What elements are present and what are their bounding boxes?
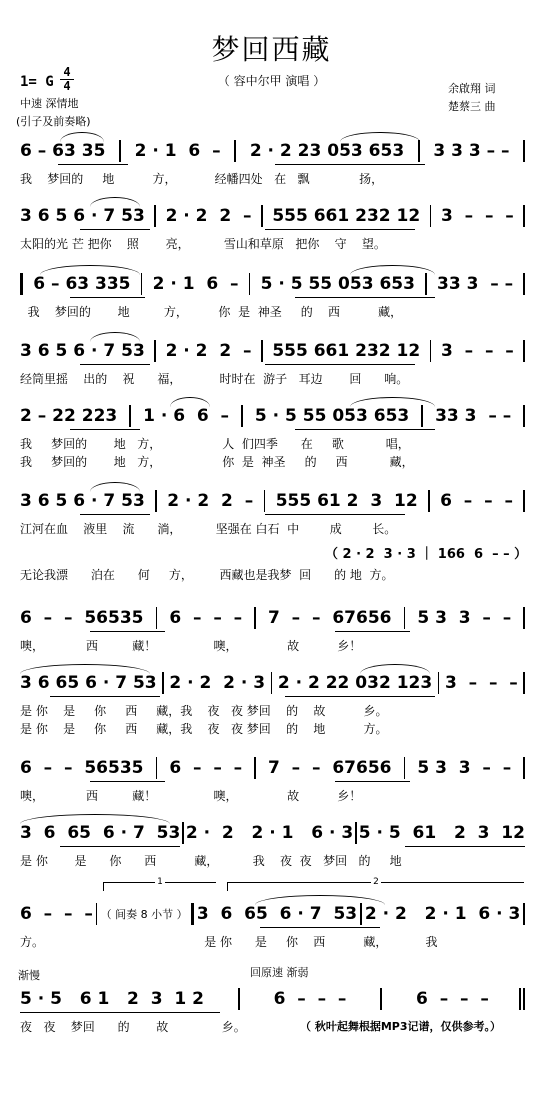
barline bbox=[380, 988, 382, 1010]
measure: 6 – 63 335 bbox=[33, 274, 131, 294]
barline bbox=[355, 822, 357, 844]
score-row-4 bbox=[20, 340, 525, 408]
barline bbox=[264, 490, 266, 512]
ritardando-marking: 渐慢 bbox=[18, 969, 40, 982]
lyric-line: 是 你 是 你 西 藏，我 夜 夜 梦回 的 故 乡。 bbox=[20, 704, 388, 718]
score-row-10 bbox=[20, 822, 525, 890]
repeat-start-barline bbox=[20, 273, 23, 295]
barline bbox=[430, 205, 432, 227]
beam-underline bbox=[50, 696, 160, 697]
slur bbox=[340, 132, 420, 142]
measure: 3 6 5 6 · 7 53 bbox=[20, 206, 145, 226]
barline bbox=[523, 205, 525, 227]
a-tempo-marking: 回原速 渐弱 bbox=[250, 966, 309, 979]
measure: 3 6 65 6 · 7 53 bbox=[196, 904, 358, 924]
beam-underline bbox=[60, 846, 180, 847]
lyric-line: 方。 是 你 是 你 西 藏， 我 bbox=[20, 935, 438, 949]
beam-underline bbox=[275, 164, 425, 165]
score-row-5 bbox=[20, 405, 525, 473]
barline bbox=[425, 273, 427, 295]
barline bbox=[523, 490, 525, 512]
barline bbox=[404, 757, 406, 779]
measure: 2 · 1 6 – bbox=[152, 274, 239, 294]
score-row-3 bbox=[20, 273, 525, 341]
beam-underline bbox=[58, 164, 128, 165]
slur bbox=[90, 482, 140, 492]
barline bbox=[254, 607, 256, 629]
beam-underline bbox=[80, 229, 150, 230]
measure: 33 3 – – bbox=[435, 406, 512, 426]
barline bbox=[154, 205, 156, 227]
lyric-line: 我 梦回的 地 方， 你 是 神圣 的 西 藏， bbox=[20, 455, 414, 469]
beam-underline bbox=[260, 927, 380, 928]
measure: 2 – 22 223 bbox=[20, 406, 118, 426]
repeat-end-barline bbox=[191, 903, 194, 925]
barline bbox=[523, 903, 525, 925]
intro-note: (引子及前奏略) bbox=[16, 115, 91, 128]
measure: 33 3 – – bbox=[437, 274, 514, 294]
measure: 2 · 2 2 – bbox=[167, 491, 254, 511]
time-signature bbox=[60, 66, 74, 92]
barline bbox=[271, 672, 273, 694]
volta-first-number: 1 bbox=[157, 877, 163, 887]
measure: 5 3 3 – – bbox=[417, 608, 512, 628]
meter-bottom: 4 bbox=[63, 79, 71, 93]
measure: 3 – – – bbox=[440, 341, 514, 361]
volta-second-number: 2 bbox=[373, 877, 379, 887]
interlude-line: （ 2 · 2 3 · 3 ｜ 166 6 – – ） bbox=[325, 547, 528, 562]
measure: 555 61 2 3 12 bbox=[275, 491, 418, 511]
barline bbox=[360, 903, 362, 925]
score-row-11 bbox=[20, 903, 525, 971]
measure: 3 – – – bbox=[440, 206, 514, 226]
barline bbox=[129, 405, 131, 427]
measure: 2 · 2 2 · 3 bbox=[169, 673, 266, 693]
measure: 2 · 2 2 – bbox=[165, 341, 252, 361]
measure: 6 – – – bbox=[273, 989, 347, 1009]
measure: 6 – – – bbox=[169, 608, 243, 628]
meter-top: 4 bbox=[60, 66, 74, 80]
beam-underline bbox=[285, 696, 435, 697]
beam-underline bbox=[90, 781, 165, 782]
barline bbox=[418, 140, 420, 162]
barline bbox=[238, 988, 240, 1010]
measure: 5 · 5 61 2 3 12 bbox=[358, 823, 525, 843]
notes-line bbox=[20, 903, 525, 925]
measure: 5 · 5 55 053 653 bbox=[260, 274, 415, 294]
barline bbox=[523, 140, 525, 162]
measure: 6 – – – bbox=[416, 989, 489, 1009]
barline bbox=[438, 672, 440, 694]
score-row-8 bbox=[20, 672, 525, 740]
measure: 3 – – – bbox=[444, 673, 518, 693]
barline bbox=[523, 757, 525, 779]
notes-line bbox=[20, 273, 525, 295]
measure: 3 6 5 6 · 7 53 bbox=[20, 491, 145, 511]
measure: 555 661 232 12 bbox=[272, 206, 421, 226]
measure: 2 · 2 23 053 653 bbox=[249, 141, 405, 161]
lyric-line: 江河在血 液里 流 淌， 坚强在 白石 中 成 长。 bbox=[20, 522, 397, 536]
volta-second-ending bbox=[227, 877, 524, 891]
measure: 2 · 2 22 032 123 bbox=[277, 673, 433, 693]
notes-line bbox=[20, 988, 525, 1010]
measure: 5 3 3 – – bbox=[417, 758, 512, 778]
notes-line bbox=[20, 340, 525, 362]
measure: 2 · 2 2 – bbox=[165, 206, 252, 226]
interlude-measure: （ 间奏 8 小节 ） bbox=[100, 908, 188, 921]
beam-underline bbox=[80, 364, 150, 365]
measure: 2 · 2 2 · 1 6 · 3 bbox=[185, 823, 354, 843]
slur bbox=[255, 895, 385, 905]
slur bbox=[60, 132, 104, 142]
score-row-1 bbox=[20, 140, 525, 208]
lyric-line: 噢， 西 藏！ 噢， 故 乡！ bbox=[20, 639, 362, 653]
barline bbox=[234, 140, 236, 162]
lyric-line: 我 梦回的 地 方， 经幡四处 在 飘 扬， bbox=[20, 172, 384, 186]
notes-line bbox=[20, 607, 525, 629]
final-barline bbox=[523, 988, 525, 1010]
notes-line bbox=[20, 205, 525, 227]
measure: 6 – – – bbox=[20, 904, 93, 924]
barline bbox=[523, 405, 525, 427]
measure: 6 – – 56535 bbox=[20, 758, 144, 778]
measure: 3 6 65 6 · 7 53 bbox=[20, 673, 157, 693]
lyricist-credit: 余啟翔 词 bbox=[448, 82, 496, 95]
barline bbox=[156, 607, 158, 629]
singer-credit: （ 容中尔甲 演唱 ） bbox=[217, 74, 326, 88]
beam-underline bbox=[265, 229, 415, 230]
beam-underline bbox=[295, 297, 435, 298]
barline bbox=[523, 672, 525, 694]
beam-underline bbox=[265, 364, 415, 365]
measure: 6 – – 56535 bbox=[20, 608, 144, 628]
lyric-line: 太阳的光 芒 把你 照 亮， 雪山和草原 把你 守 望。 bbox=[20, 237, 386, 251]
beam-underline bbox=[265, 514, 405, 515]
measure: 3 6 5 6 · 7 53 bbox=[20, 341, 145, 361]
barline bbox=[404, 607, 406, 629]
beam-underline bbox=[70, 297, 145, 298]
beam-underline bbox=[20, 1012, 220, 1013]
lyric-line: 我 梦回的 地 方， 你 是 神圣 的 西 藏， bbox=[20, 305, 403, 319]
beam-underline bbox=[335, 781, 410, 782]
barline bbox=[523, 273, 525, 295]
key-signature: 1= G bbox=[20, 74, 54, 90]
measure: 6 – – – bbox=[169, 758, 243, 778]
notes-line bbox=[20, 672, 525, 694]
measure: 3 6 65 6 · 7 53 bbox=[20, 823, 181, 843]
notes-line bbox=[20, 405, 525, 427]
barline bbox=[119, 140, 121, 162]
barline bbox=[96, 903, 98, 925]
barline bbox=[182, 822, 184, 844]
barline bbox=[261, 340, 263, 362]
barline bbox=[249, 273, 251, 295]
measure: 5 · 5 55 053 653 bbox=[254, 406, 410, 426]
song-title: 梦回西藏 bbox=[211, 33, 332, 66]
lyric-line: 噢， 西 藏！ 噢， 故 乡！ bbox=[20, 789, 362, 803]
notes-line bbox=[20, 757, 525, 779]
tempo-marking: 中速 深情地 bbox=[20, 97, 79, 110]
bridge-lyric: 无论我漂 泊在 何 方， 西藏也是我梦 回 的 地 方。 bbox=[20, 568, 394, 582]
measure: 7 – – 67656 bbox=[268, 608, 392, 628]
composer-credit: 楚蔡三 曲 bbox=[448, 100, 496, 113]
measure: 2 · 2 2 · 1 6 · 3 bbox=[364, 904, 521, 924]
barline bbox=[430, 340, 432, 362]
beam-underline bbox=[295, 429, 435, 430]
barline bbox=[421, 405, 423, 427]
beam-underline bbox=[335, 631, 410, 632]
barline bbox=[141, 273, 143, 295]
score-row-2 bbox=[20, 205, 525, 273]
barline bbox=[156, 757, 158, 779]
barline bbox=[523, 607, 525, 629]
barline bbox=[154, 340, 156, 362]
barline bbox=[162, 672, 164, 694]
measure: 6 – 63 35 bbox=[20, 141, 106, 161]
notes-line bbox=[20, 822, 525, 844]
barline bbox=[523, 340, 525, 362]
measure: 7 – – 67656 bbox=[268, 758, 392, 778]
measure: 5 · 5 6 1 2 3 1 2 bbox=[20, 989, 204, 1009]
lyric-line: 是 你 是 你 西 藏， 我 夜 夜 梦回 的 地 bbox=[20, 854, 402, 868]
volta-first-ending bbox=[103, 877, 216, 891]
measure: 1 · 6 6 – bbox=[143, 406, 230, 426]
lyric-line: 经筒里摇 出的 祝 福， 时时在 游子 耳边 回 响。 bbox=[20, 372, 409, 386]
barline bbox=[254, 757, 256, 779]
measure: 3 3 3 – – bbox=[433, 141, 510, 161]
beam-underline bbox=[70, 429, 140, 430]
measure: 555 661 232 12 bbox=[272, 341, 421, 361]
beam-underline bbox=[405, 846, 525, 847]
lyric-line: 我 梦回的 地 方， 人 们四季 在 歌 唱， bbox=[20, 437, 410, 451]
notes-line bbox=[20, 140, 525, 162]
barline bbox=[428, 490, 430, 512]
measure: 2 · 1 6 – bbox=[134, 141, 221, 161]
transcription-footnote: （ 秋叶起舞根据MP3记谱，仅供参考。） bbox=[300, 1020, 501, 1033]
beam-underline bbox=[80, 514, 150, 515]
notes-line bbox=[20, 490, 525, 512]
barline bbox=[261, 205, 263, 227]
measure: 6 – – – bbox=[440, 491, 513, 511]
beam-underline bbox=[90, 631, 165, 632]
barline bbox=[155, 490, 157, 512]
lyric-line: 是 你 是 你 西 藏，我 夜 夜 梦回 的 地 方。 bbox=[20, 722, 388, 736]
lyric-line: 夜 夜 梦回 的 故 乡。 bbox=[20, 1020, 246, 1034]
barline bbox=[241, 405, 243, 427]
